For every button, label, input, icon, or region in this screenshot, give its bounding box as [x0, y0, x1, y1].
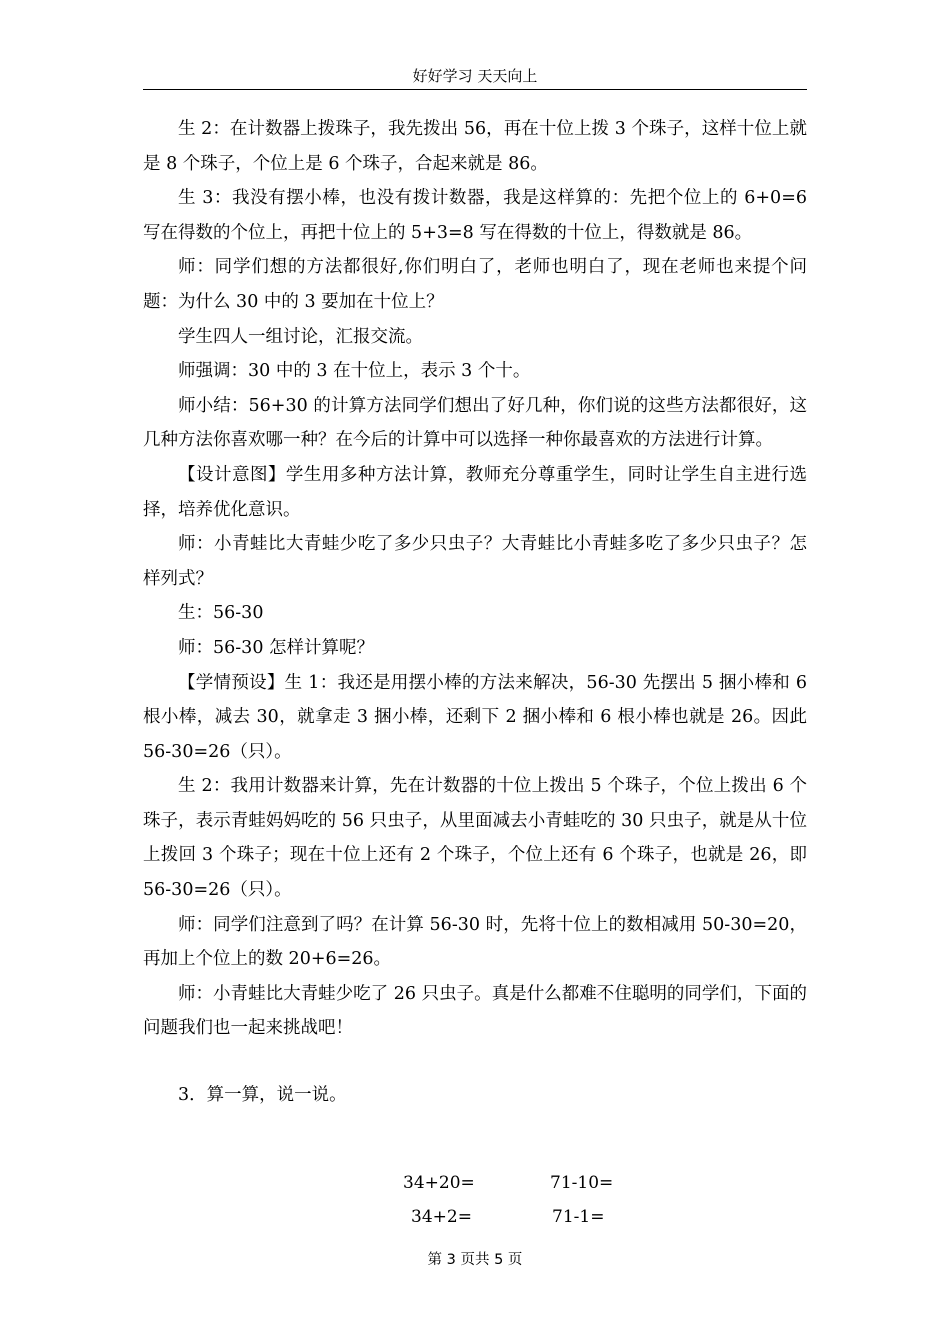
- paragraph: 师：小青蛙比大青蛙少吃了多少只虫子？大青蛙比小青蛙多吃了多少只虫子？怎样列式？: [143, 534, 807, 589]
- exercise-item: 71-1=: [552, 1207, 605, 1227]
- paragraph: 生 2：在计数器上拨珠子，我先拨出 56，再在十位上拨 3 个珠子，这样十位上就是 8 个珠子，个位上是 6 个珠子，合起来就是 86。: [143, 119, 807, 174]
- page-footer: 第 3 页共 5 页: [427, 1252, 523, 1268]
- paragraph: 师：56-30 怎样计算呢？: [178, 637, 375, 658]
- paragraph: 学生四人一组讨论，汇报交流。: [178, 326, 423, 347]
- exercise-item: 71-10=: [550, 1173, 614, 1193]
- paragraph: 师小结：56+30 的计算方法同学们想出了好几种，你们说的这些方法都很好，这几种方法你喜欢哪一种？在今后的计算中可以选择一种你最喜欢的方法进行计算。: [143, 395, 807, 451]
- paragraph: 生 2：我用计数器来计算，先在计数器的十位上拨出 5 个珠子，个位上拨出 6 个珠子，表示青蛙妈妈吃的 56 只虫子，从里面减去小青蛙吃的 30 只虫子，就是从十位上拨回 3 个珠子；现在十位上还有 2 个珠子，个位上还有 6 个珠子，也就是 26，即 56-30=26（只）。: [143, 776, 807, 901]
- paragraph: 师：小青蛙比大青蛙少吃了 26 只虫子。真是什么都难不住聪明的同学们，下面的问题我们也一起来挑战吧！: [143, 983, 807, 1039]
- document-body: [143, 112, 807, 1113]
- exercise-item: 34+2=: [411, 1207, 472, 1227]
- page-header: 好好学习 天天向上: [143, 66, 807, 90]
- paragraph: 师强调：30 中的 3 在十位上，表示 3 个十。: [178, 361, 531, 382]
- paragraph: 师：同学们注意到了吗？在计算 56-30 时，先将十位上的数相减用 50-30=20，再加上个位上的数 20+6=26。: [143, 914, 807, 970]
- paragraph: 生 3：我没有摆小棒，也没有拨计数器，我是这样算的：先把个位上的 6+0=6 写在得数的个位上，再把十位上的 5+3=8 写在得数的十位上，得数就是 86。: [143, 188, 807, 243]
- paragraph: 生：56-30: [178, 603, 264, 624]
- paragraph: 师：同学们想的方法都很好,你们明白了，老师也明白了，现在老师也来提个问题：为什么 30 中的 3 要加在十位上？: [143, 257, 807, 312]
- paragraph: 【学情预设】生 1：我还是用摆小棒的方法来解决，56-30 先摆出 5 捆小棒和 6 根小棒，减去 30，就拿走 3 捆小棒，还剩下 2 捆小棒和 6 根小棒也就是 26。因此 56-30=26（只）。: [143, 672, 807, 762]
- paragraph: 【设计意图】学生用多种方法计算，教师充分尊重学生，同时让学生自主进行选择，培养优化意识。: [143, 464, 807, 520]
- blank-line: [143, 1046, 807, 1078]
- exercise-item: 34+20=: [403, 1173, 475, 1193]
- section-title: 3．算一算，说一说。: [178, 1085, 347, 1106]
